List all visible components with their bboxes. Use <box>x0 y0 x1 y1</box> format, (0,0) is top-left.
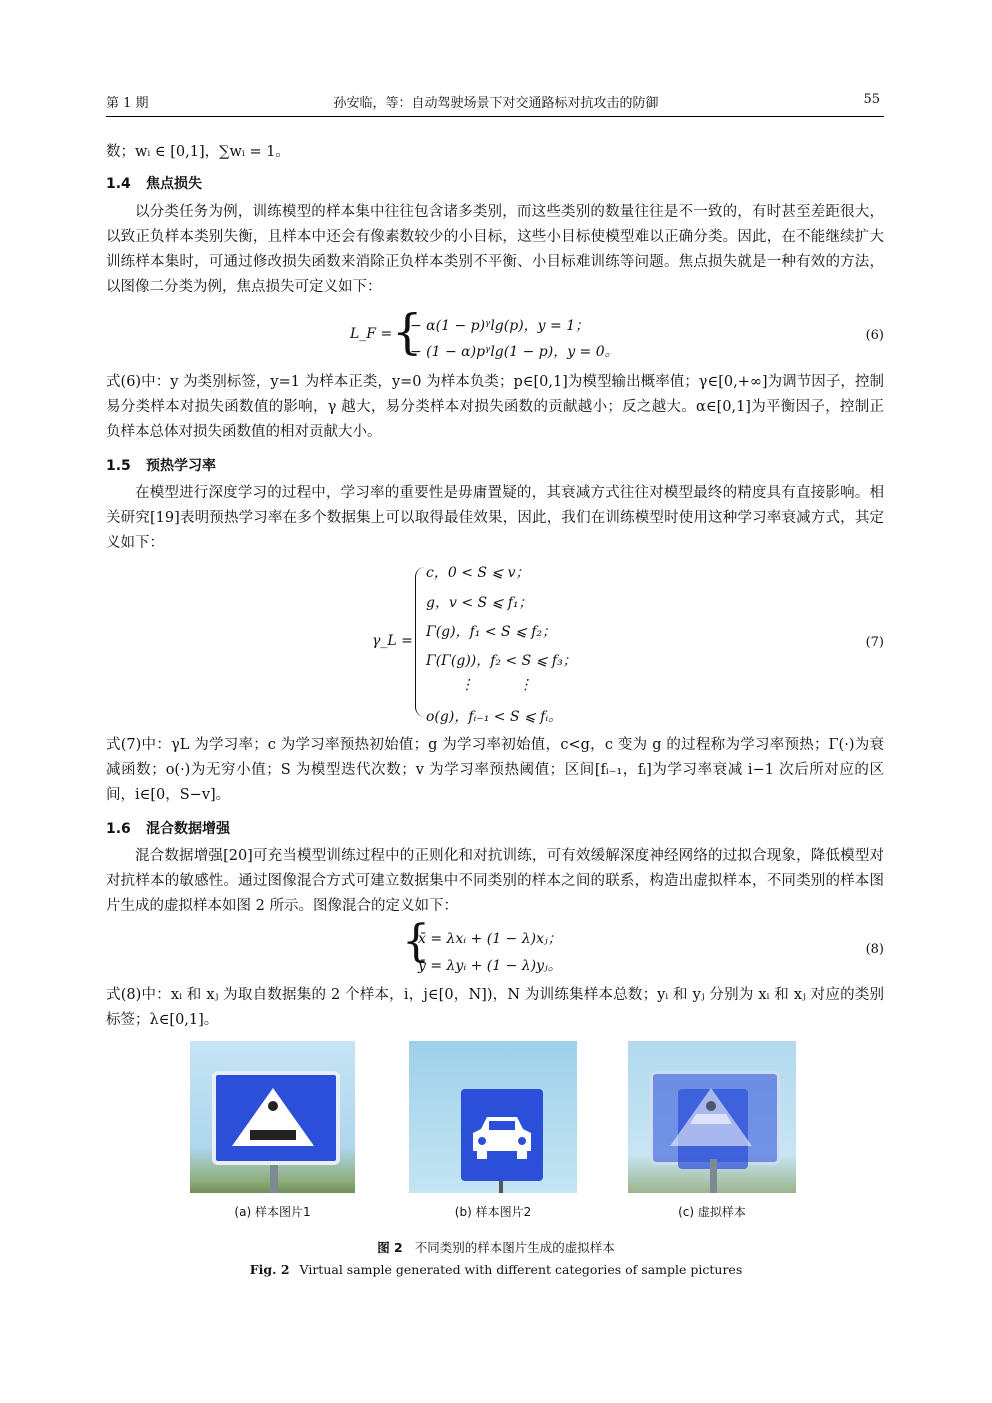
continuation-line: 数；wᵢ ∈ [0,1]，∑wᵢ = 1。 <box>106 144 290 160</box>
eq7-line-2: g，v < S ⩽ f₁； <box>426 595 533 611</box>
header-rule <box>106 116 884 117</box>
paragraph-mixup: 混合数据增强[20]可充当模型训练过程中的正则化和对抗训练，可有效缓解深度神经网络的过拟合现象，降低模型对对抗样本的敏感性。通过图像混合方式可建立数据集中不同类别的样本之间的联系，构造出虚拟样本，不同类别的样本图片生成的虚拟样本如图 2 所示。图像混合的定义如下： <box>106 848 884 914</box>
eq6-description: 式(6)中：y 为类别标签，y=1 为样本正类，y=0 为样本负类；p∈[0,1]为模型输出概率值；γ∈[0,+∞]为调节因子，控制易分类样本对损失函数值的影响，γ 越大，易分类样本对损失函数的贡献越小；反之越大。α∈[0,1]为平衡因子，控制正负样本总体对损失函数值的相对贡献大小。 <box>106 374 884 440</box>
eq6-brace: { <box>392 304 423 360</box>
subcaption-c: (c) 虚拟样本 <box>678 1205 746 1219</box>
section-number: 1.4 <box>106 176 131 192</box>
figure-caption-en-text: Virtual sample generated with different categories of sample pictures <box>299 1262 743 1277</box>
section-number: 1.5 <box>106 458 131 474</box>
eq7-line-6: o(g)，fᵢ₋₁ < S ⩽ fᵢ。 <box>426 709 563 725</box>
eq7-line-1: c，0 < S ⩽ v； <box>426 565 530 581</box>
page-number: 55 <box>863 92 880 107</box>
section-heading-1-4 <box>106 172 884 197</box>
eq7-line-4: Γ(Γ(g))，f₂ < S ⩽ f₃； <box>426 653 577 669</box>
eq7-lhs: γ_L = <box>372 633 413 649</box>
eq6-lhs: L_F = <box>350 326 393 342</box>
eq6-line2: − (1 − α)pᵞlg(1 − p)，y = 0。 <box>410 344 619 360</box>
figure-caption-cn-text: 不同类别的样本图片生成的虚拟样本 <box>414 1240 615 1255</box>
eq6-number: (6) <box>865 328 884 343</box>
eq7-number: (7) <box>865 635 884 650</box>
eq8-line1: x̄ = λxᵢ + (1 − λ)xⱼ； <box>418 931 562 947</box>
section-title: 焦点损失 <box>146 176 202 192</box>
eq7-line-3: Γ(g)，f₁ < S ⩽ f₂； <box>426 624 557 640</box>
eq7-description: 式(7)中：γL 为学习率；c 为学习率预热初始值；g 为学习率初始值，c<g，c 变为 g 的过程称为学习率预热；Γ(·)为衰减函数；o(·)为无穷小值；S 为模型迭代次数；v 为学习率预热阈值；区间[fᵢ₋₁，fᵢ]为学习率衰减 i−1 次后所对应的区间，i∈[0，S−v]。 <box>106 737 884 803</box>
section-number: 1.6 <box>106 821 131 837</box>
eq8-number: (8) <box>865 942 884 957</box>
figure-image-b-car-sign <box>409 1041 577 1193</box>
eq6-line1: − α(1 − p)ᵞlg(p)，y = 1； <box>410 318 590 334</box>
section-heading-1-5 <box>106 454 884 479</box>
figure-caption-cn <box>0 1238 992 1256</box>
eq8-line2: ȳ = λyᵢ + (1 − λ)yⱼ。 <box>418 958 562 974</box>
subcaption-a: (a) 样本图片1 <box>234 1205 311 1219</box>
paragraph-focal-loss: 以分类任务为例，训练模型的样本集中往往包含诸多类别，而这些类别的数量往往是不一致的，有时甚至差距很大，以致正负样本类别失衡，且样本中还会有像素数较少的小目标，这些小目标使模型难以正确分类。因此，在不能继续扩大训练样本集时，可通过修改损失函数来消除正负样本类别不平衡、小目标难训练等问题。焦点损失就是一种有效的方法，以图像二分类为例，焦点损失可定义如下： <box>106 204 884 295</box>
paragraph-warmup: 在模型进行深度学习的过程中，学习率的重要性是毋庸置疑的，其衰减方式往往对模型最终的精度具有直接影响。相关研究[19]表明预热学习率在多个数据集上可以取得最佳效果，因此，我们在训练模型时使用这种学习率衰减方式，其定义如下： <box>106 485 884 551</box>
figure-image-c-virtual-sample <box>628 1041 796 1193</box>
running-title: 孙安临，等：自动驾驶场景下对交通路标对抗攻击的防御 <box>333 96 659 111</box>
eq7-line-5: ⋮ ⋮ <box>460 677 533 693</box>
eq8-brace: { <box>402 916 430 967</box>
figure-label-cn: 图 2 <box>377 1240 403 1255</box>
eq7-brace <box>415 567 426 717</box>
figure-caption-en <box>0 1262 992 1277</box>
section-title: 混合数据增强 <box>146 821 230 837</box>
figure-image-a-crosswalk-sign <box>190 1041 355 1193</box>
section-title: 预热学习率 <box>146 458 216 474</box>
eq8-description: 式(8)中：xᵢ 和 xⱼ 为取自数据集的 2 个样本，i，j∈[0，N])，N 为训练集样本总数；yᵢ 和 yⱼ 分别为 xᵢ 和 xⱼ 对应的类别标签；λ∈[0,1]。 <box>106 987 884 1028</box>
subcaption-b: (b) 样本图片2 <box>454 1205 532 1219</box>
figure-label-en: Fig. 2 <box>249 1262 290 1277</box>
issue-number: 第 1 期 <box>106 96 149 111</box>
section-heading-1-6 <box>106 817 884 842</box>
